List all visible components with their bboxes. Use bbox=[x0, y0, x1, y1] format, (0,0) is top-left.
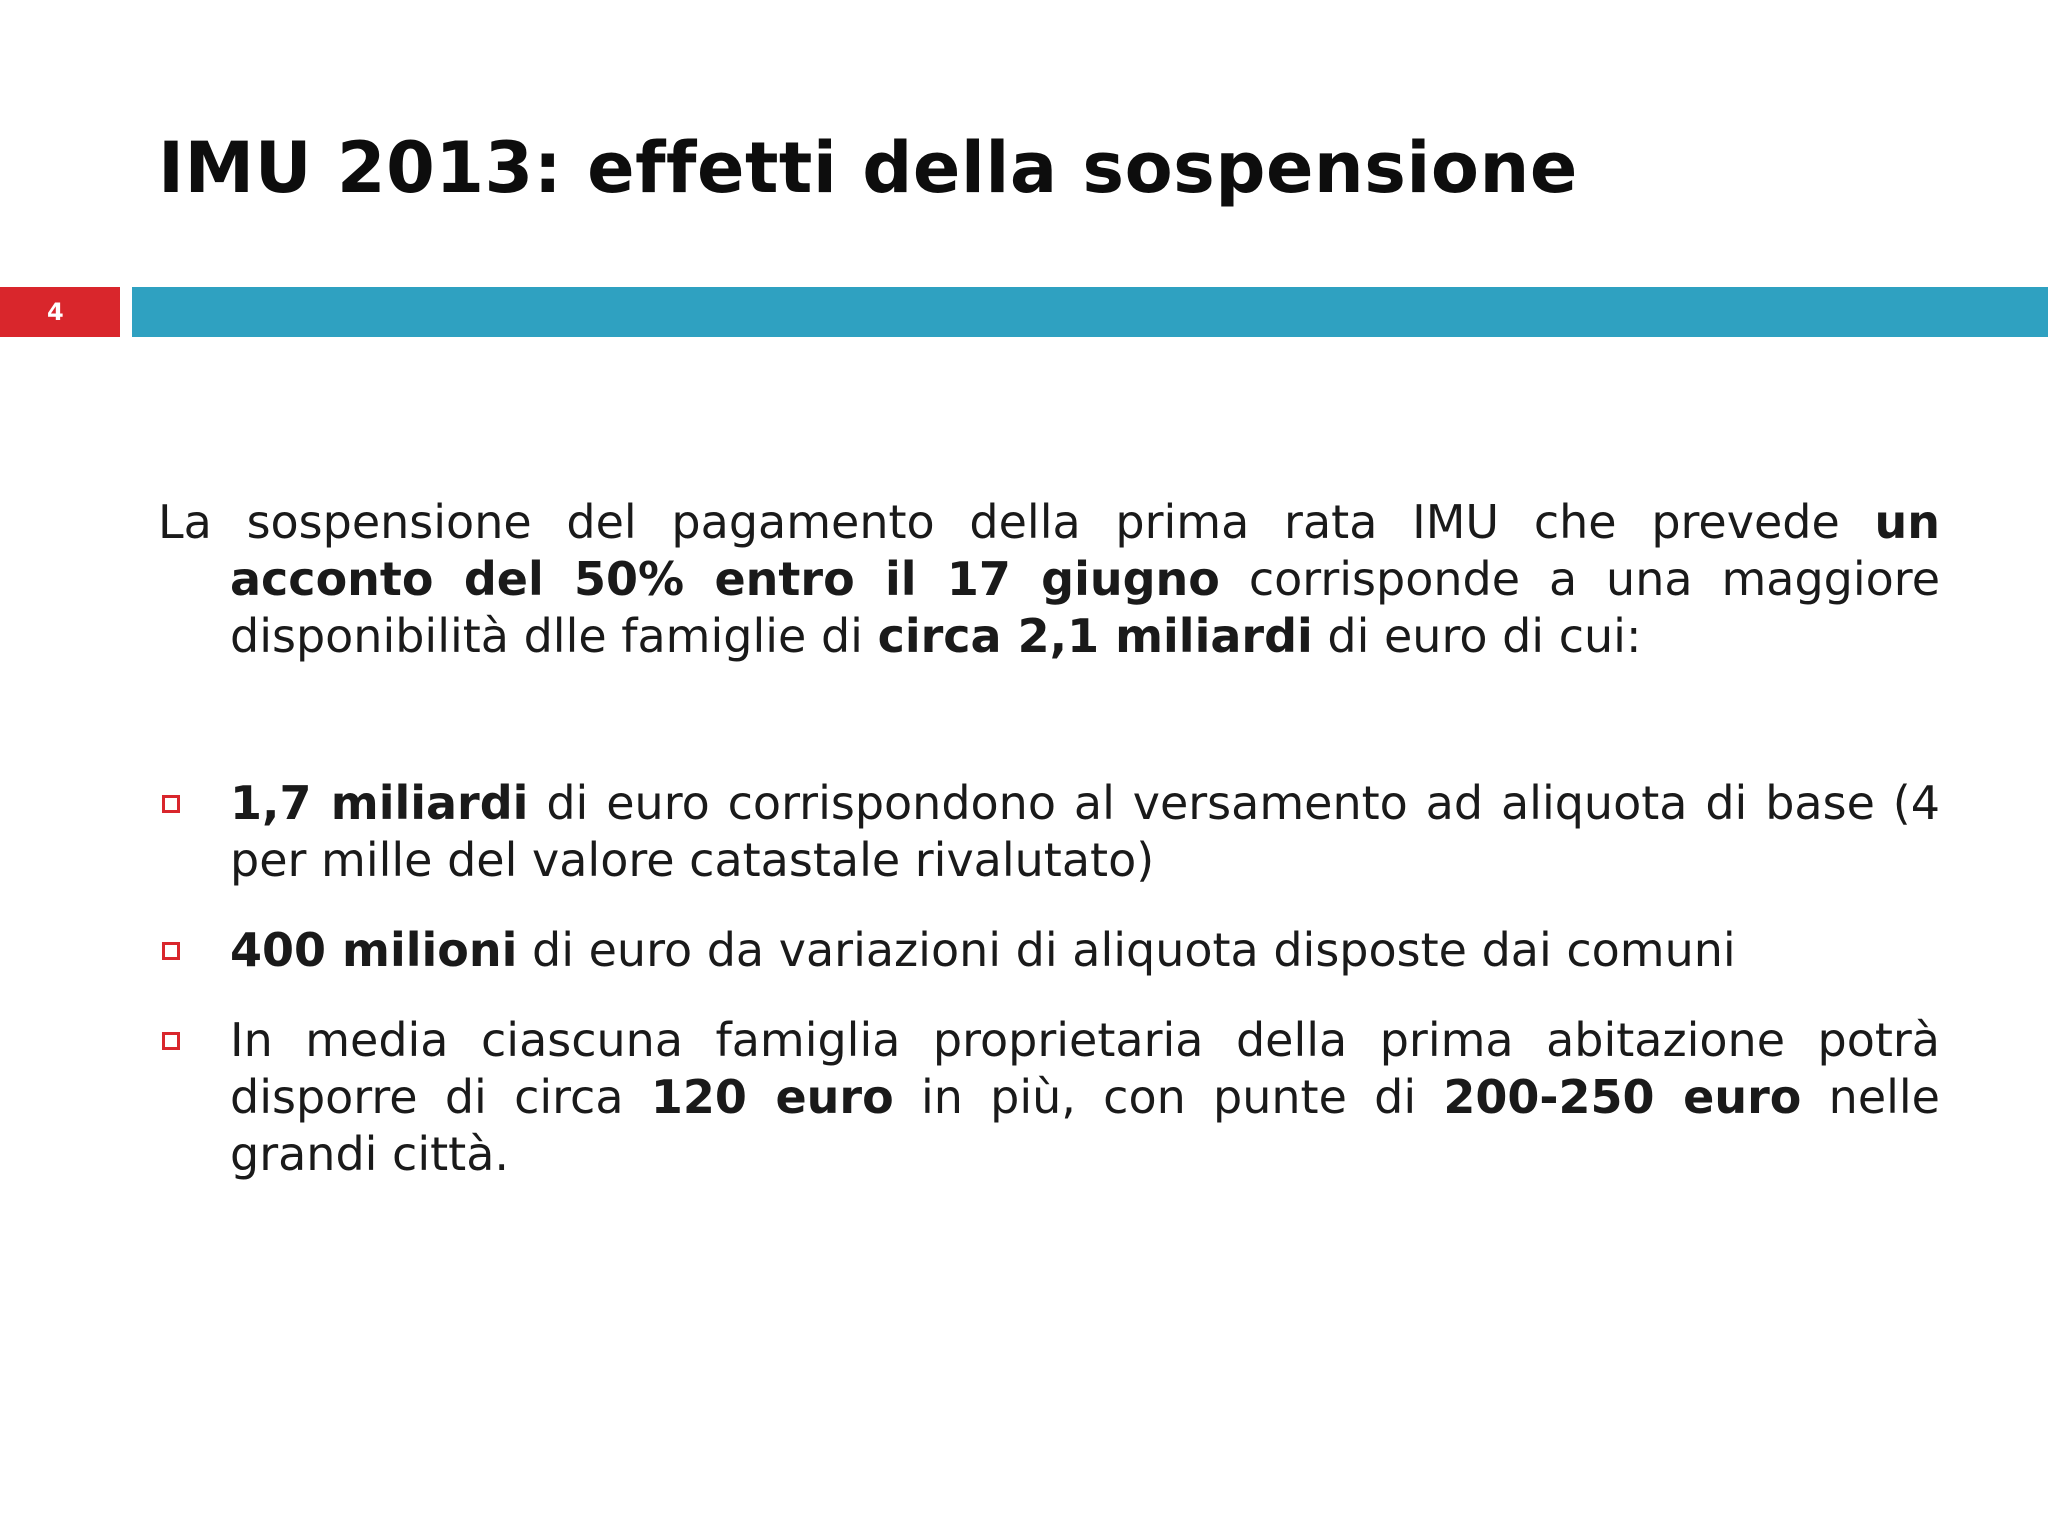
page-number-badge bbox=[0, 287, 120, 337]
bullet-2-text: di euro da variazioni di aliquota disposte dai comuni bbox=[517, 923, 1736, 977]
bullet-item-2 bbox=[158, 922, 1940, 979]
bullet-3-text-3: nelle grandi città. bbox=[230, 1070, 1940, 1181]
intro-bold-2: circa 2,1 miliardi bbox=[877, 609, 1313, 663]
hollow-square-icon bbox=[162, 942, 180, 960]
bullet-3-text-2: in più, con punte di bbox=[893, 1070, 1444, 1124]
bullet-3-bold-2: 200-250 euro bbox=[1443, 1070, 1802, 1124]
hollow-square-icon bbox=[162, 795, 180, 813]
bullet-item-1 bbox=[158, 775, 1940, 889]
hollow-square-icon bbox=[162, 1032, 180, 1050]
bullet-list bbox=[158, 775, 1940, 1183]
intro-text-1: La sospensione del pagamento della prima rata IMU che prevede bbox=[158, 495, 1875, 549]
bullet-3-text-1: In media ciascuna famiglia proprietaria della prima abitazione potrà disporre di circa bbox=[230, 1013, 1940, 1124]
bullet-1-text: di euro corrispondono al versamento ad aliquota di base (4 per mille del valore catastale rivalutato) bbox=[230, 776, 1940, 887]
bullet-2-bold: 400 milioni bbox=[230, 923, 518, 977]
intro-text-3: di euro di cui: bbox=[1312, 609, 1642, 663]
bullet-1-bold: 1,7 miliardi bbox=[230, 776, 529, 830]
intro-paragraph bbox=[158, 494, 1940, 665]
page-number: 4 bbox=[47, 298, 64, 326]
intro-bold-1: un acconto del 50% entro il 17 giugno bbox=[230, 495, 1940, 606]
bullet-3-bold-1: 120 euro bbox=[650, 1070, 894, 1124]
header-divider-bar bbox=[132, 287, 2048, 337]
intro-text-2: corrisponde a una maggiore disponibilità dlle famiglie di bbox=[230, 552, 1940, 663]
bullet-item-3 bbox=[158, 1012, 1940, 1183]
slide-body bbox=[158, 494, 1940, 1216]
slide-title: IMU 2013: effetti della sospensione bbox=[158, 127, 1578, 209]
